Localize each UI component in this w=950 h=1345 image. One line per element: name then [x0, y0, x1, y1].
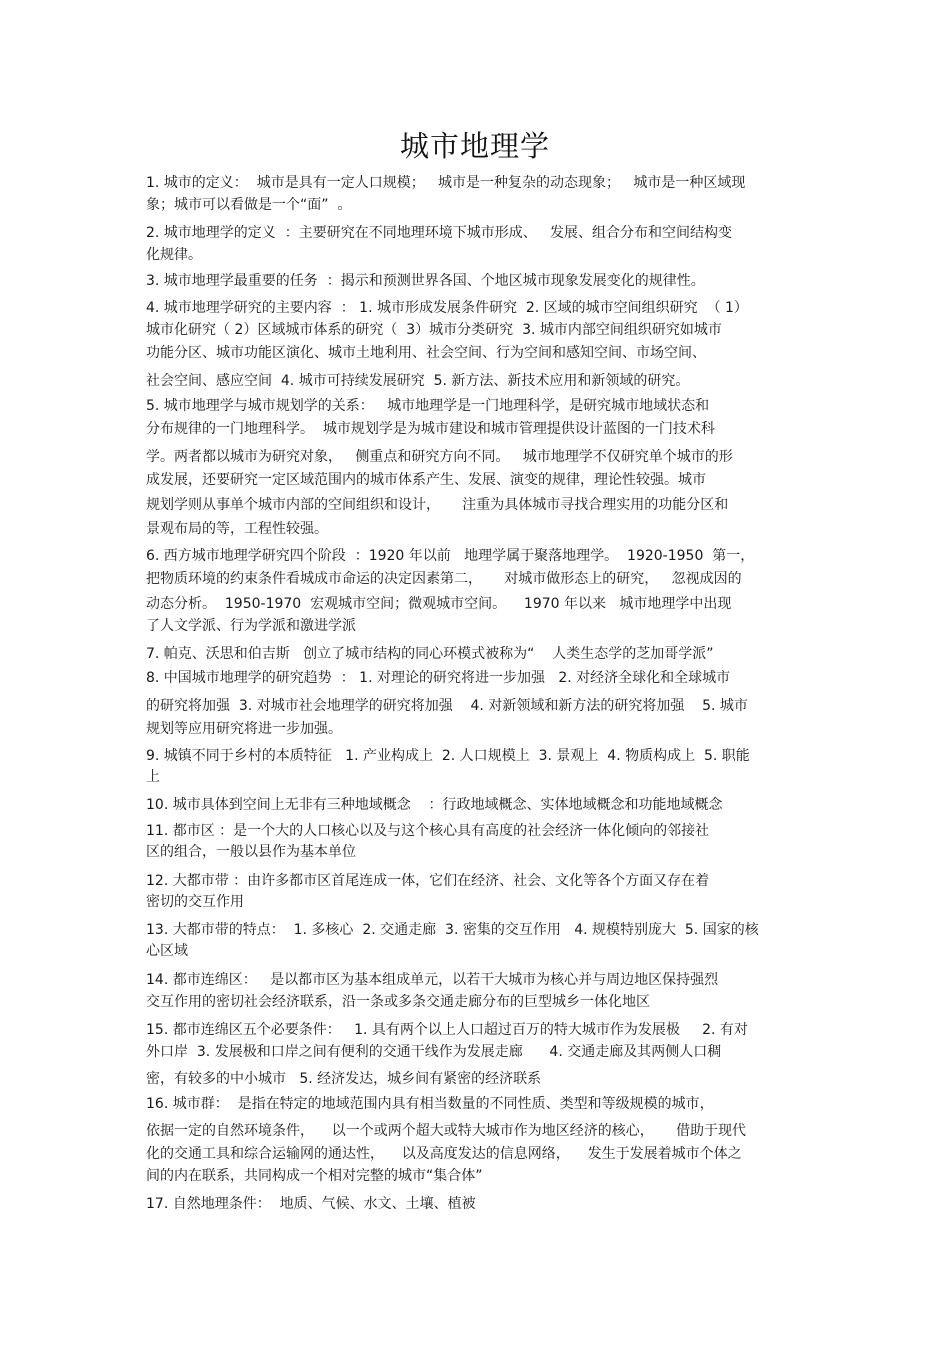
text-line: 13. 大都市带的特点： 1. 多核心 2. 交通走廊 3. 密集的交互作用 4. 规模特别庞大 5. 国家的核 [146, 922, 759, 938]
text-line: 2. 城市地理学的定义 ：主要研究在不同地理环境下城市形成、 发展、组合分布和空间结构变 [146, 225, 733, 241]
text-line: 功能分区、城市功能区演化、城市土地利用、社会空间、行为空间和感知空间、市场空间、 [146, 345, 706, 361]
text-line: 成发展，还要研究一定区域范围内的城市体系产生、发展、演变的规律，理论性较强。城市 [146, 472, 706, 488]
text-line: 城市化研究（ 2）区域城市体系的研究（ 3）城市分类研究 3. 城市内部空间组织研究如城市 [146, 322, 722, 338]
text-line: 17. 自然地理条件： 地质、气候、水文、土壤、植被 [146, 1196, 476, 1212]
text-line: 6. 西方城市地理学研究四个阶段 ：1920 年以前 地理学属于聚落地理学。 1920-1950 第一， [146, 548, 755, 564]
text-line: 分布规律的一门地理科学。 城市规划学是为城市建设和城市管理提供设计蓝图的一门技术科 [146, 421, 715, 437]
text-line: 规划等应用研究将进一步加强。 [146, 721, 342, 737]
text-line: 密，有较多的中小城市 5. 经济发达，城乡间有紧密的经济联系 [146, 1071, 542, 1087]
text-line: 14. 都市连绵区： 是以都市区为基本组成单元，以若干大城市为核心并与周边地区保持强烈 [146, 972, 719, 988]
text-line: 5. 城市地理学与城市规划学的关系： 城市地理学是一门地理科学，是研究城市地域状态和 [146, 398, 710, 414]
text-line: 区的组合，一般以县作为基本单位 [146, 844, 356, 860]
text-line: 11. 都市区 ：是一个大的人口核心以及与这个核心具有高度的社会经济一体化倾向的邻接社 [146, 823, 710, 839]
text-line: 15. 都市连绵区五个必要条件： 1. 具有两个以上人口超过百万的特大城市作为发展极 2. 有对 [146, 1022, 748, 1038]
text-line: 依据一定的自然环境条件， 以一个或两个超大或特大城市作为地区经济的核心， 借助于现代 [146, 1123, 747, 1139]
text-line: 景观布局的等，工程性较强。 [146, 521, 328, 537]
text-line: 12. 大都市带 ：由许多都市区首尾连成一体，它们在经济、社会、文化等各个方面又存在着 [146, 873, 710, 889]
text-line: 9. 城镇不同于乡村的本质特征 1. 产业构成上 2. 人口规模上 3. 景观上 4. 物质构成上 5. 职能 [146, 748, 750, 764]
text-line: 社会空间、感应空间 4. 城市可持续发展研究 5. 新方法、新技术应用和新领域的研究。 [146, 373, 690, 389]
text-line: 1. 城市的定义： 城市是具有一定人口规模； 城市是一种复杂的动态现象； 城市是一种区域现 [146, 175, 746, 191]
text-line: 16. 城市群： 是指在特定的地域范围内具有相当数量的不同性质、类型和等级规模的城市， [146, 1096, 714, 1112]
text-line: 了人文学派、行为学派和激进学派 [146, 618, 356, 634]
text-line: 动态分析。 1950-1970 宏观城市空间；微观城市空间。 1970 年以来 城市地理学中出现 [146, 596, 732, 612]
text-line: 8. 中国城市地理学的研究趋势 ： 1. 对理论的研究将进一步加强 2. 对经济全球化和全球城市 [146, 670, 731, 686]
text-line: 学。两者都以城市为研究对象， 侧重点和研究方向不同。 城市地理学不仅研究单个城市的形 [146, 449, 733, 465]
text-line: 4. 城市地理学研究的主要内容 ： 1. 城市形成发展条件研究 2. 区域的城市空间组织研究 （ 1） [146, 300, 748, 316]
text-line: 间的内在联系，共同构成一个相对完整的城市“集合体” [146, 1168, 483, 1184]
page-title: 城市地理学 [399, 129, 550, 163]
text-line: 交互作用的密切社会经济联系，沿一条或多条交通走廊分布的巨型城乡一体化地区 [146, 994, 650, 1010]
text-line: 象；城市可以看做是一个“面” 。 [146, 197, 352, 213]
text-line: 10. 城市具体到空间上无非有三种地域概念 ：行政地域概念、实体地域概念和功能地域概念 [146, 797, 723, 813]
text-line: 化的交通工具和综合运输网的通达性， 以及高度发达的信息网络， 发生于发展着城市个体之 [146, 1146, 742, 1162]
text-line: 上 [146, 769, 160, 785]
text-line: 密切的交互作用 [146, 894, 244, 910]
text-line: 7. 帕克、沃思和伯吉斯 创立了城市结构的同心环模式被称为“ 人类生态学的芝加哥学派” [146, 646, 714, 662]
text-line: 3. 城市地理学最重要的任务 ：揭示和预测世界各国、个地区城市现象发展变化的规律性。 [146, 273, 705, 289]
text-line: 把物质环境的约束条件看城成市命运的决定因素第二， 对城市做形态上的研究， 忽视成因的 [146, 571, 742, 587]
text-line: 心区域 [146, 943, 188, 959]
text-line: 外口岸 3. 发展极和口岸之间有便利的交通干线作为发展走廊 4. 交通走廊及其两侧人口稠 [146, 1044, 722, 1060]
text-line: 化规律。 [146, 247, 202, 263]
text-line: 规划学则从事单个城市内部的空间组织和设计， 注重为具体城市寻找合理实用的功能分区和 [146, 497, 729, 513]
text-line: 的研究将加强 3. 对城市社会地理学的研究将加强 4. 对新领域和新方法的研究将加强 5. 城市 [146, 698, 748, 714]
